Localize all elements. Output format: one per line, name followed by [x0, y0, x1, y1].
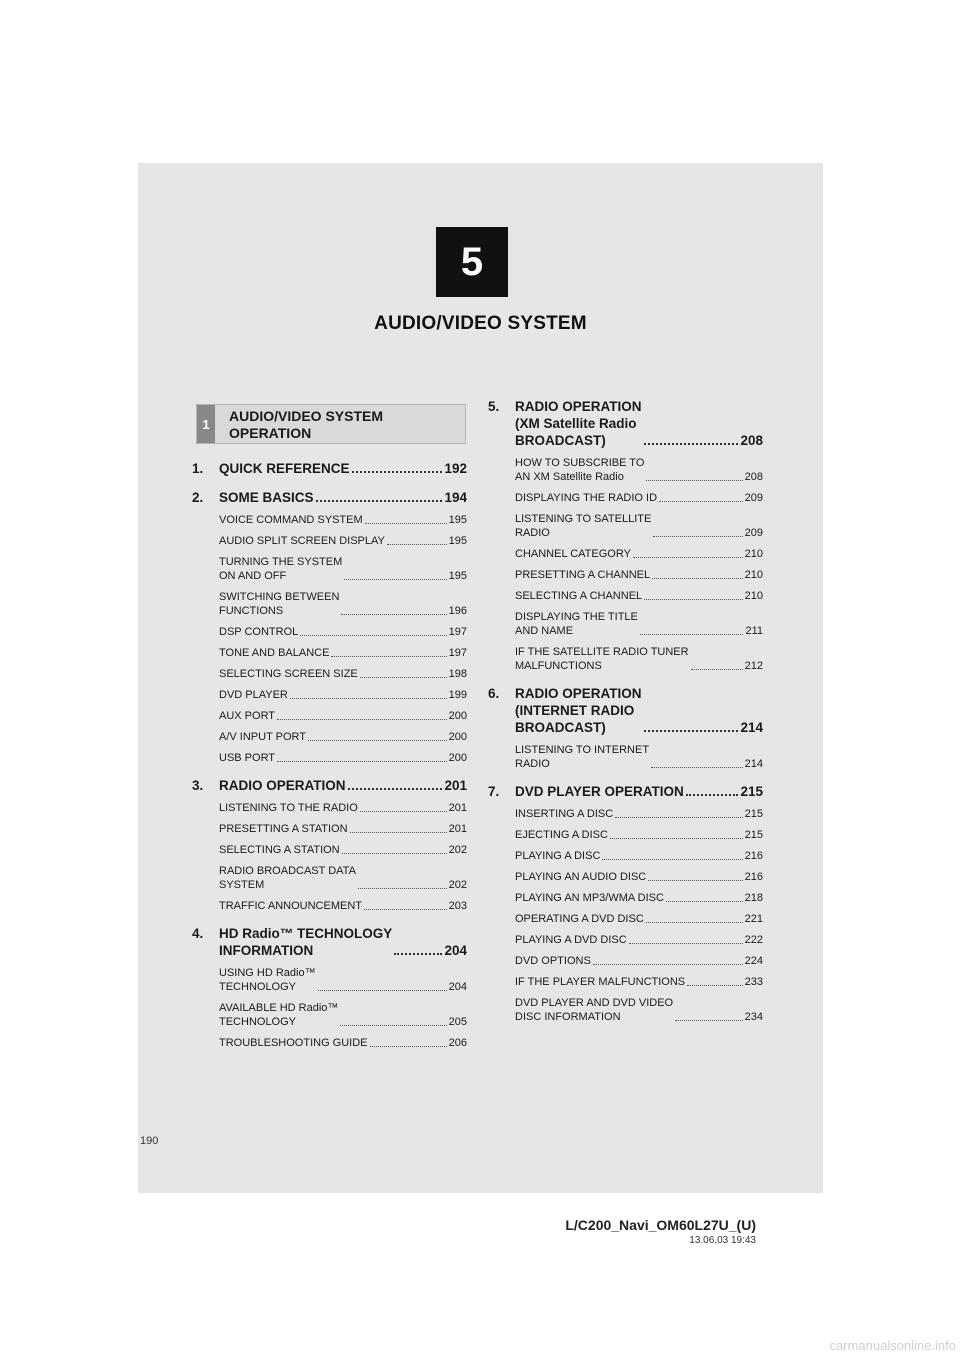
- toc-chapter-number: 3.: [192, 778, 204, 793]
- toc-item[interactable]: [515, 912, 763, 926]
- toc-chapter-page: 201: [444, 778, 467, 793]
- toc-item-page: 233: [744, 976, 763, 988]
- dot-leader: [348, 788, 443, 790]
- toc-chapter-page: 204: [444, 943, 467, 958]
- toc-item-title: DSP CONTROL: [219, 626, 299, 638]
- toc-chapter-number: 5.: [488, 399, 500, 414]
- dot-leader: [318, 990, 447, 991]
- dot-leader: [644, 599, 742, 600]
- dot-leader: [646, 480, 742, 481]
- toc-item[interactable]: [515, 512, 763, 540]
- toc-item-title: CHANNEL CATEGORY: [515, 548, 631, 560]
- toc-item-page: 210: [744, 569, 763, 581]
- toc-item-title: DISPLAYING THE TITLE AND NAME: [515, 611, 638, 637]
- toc-chapter-title: DVD PLAYER OPERATION: [515, 784, 684, 799]
- toc-chapter-title: RADIO OPERATION: [219, 778, 346, 793]
- toc-item[interactable]: [219, 822, 467, 836]
- toc-item-page: 210: [744, 590, 763, 602]
- dot-leader: [629, 943, 743, 944]
- toc-item-title: TRAFFIC ANNOUNCEMENT: [219, 900, 362, 912]
- toc-chapter-entry[interactable]: [192, 460, 467, 477]
- toc-item-title: IF THE SATELLITE RADIO TUNER MALFUNCTIONS: [515, 646, 689, 672]
- dot-leader: [602, 859, 742, 860]
- toc-chapter-title: RADIO OPERATION (INTERNET RADIO BROADCAST): [515, 686, 642, 735]
- chapter-number-box: [436, 227, 508, 297]
- toc-item-page: 203: [448, 900, 467, 912]
- toc-item-title: PLAYING AN AUDIO DISC: [515, 871, 647, 883]
- dot-leader: [342, 853, 447, 854]
- dot-leader: [290, 698, 447, 699]
- toc-chapter-title: RADIO OPERATION (XM Satellite Radio BROADCAST): [515, 399, 642, 448]
- section-number: 1: [197, 405, 215, 443]
- toc-item-page: 195: [448, 535, 467, 547]
- toc-item-title: TURNING THE SYSTEM ON AND OFF: [219, 556, 343, 582]
- toc-item-title: SELECTING A CHANNEL: [515, 590, 643, 602]
- toc-chapter-number: 6.: [488, 686, 500, 701]
- toc-item[interactable]: [219, 625, 467, 639]
- toc-item-title: SWITCHING BETWEEN FUNCTIONS: [219, 591, 340, 617]
- toc-item-title: TONE AND BALANCE: [219, 647, 330, 659]
- toc-item[interactable]: [515, 589, 763, 603]
- toc-item-title: DISPLAYING THE RADIO ID: [515, 492, 658, 504]
- toc-item[interactable]: [219, 730, 467, 744]
- toc-item[interactable]: [515, 933, 763, 947]
- toc-item-page: 234: [744, 1011, 763, 1023]
- dot-leader: [615, 817, 742, 818]
- toc-item-page: 210: [744, 548, 763, 560]
- toc-item[interactable]: [515, 891, 763, 905]
- toc-item-title: SELECTING SCREEN SIZE: [219, 668, 358, 680]
- dot-leader: [360, 677, 447, 678]
- dot-leader: [687, 985, 743, 986]
- toc-item-title: HOW TO SUBSCRIBE TO AN XM Satellite Radio: [515, 457, 645, 483]
- dot-leader: [610, 838, 743, 839]
- toc-item-page: 201: [448, 823, 467, 835]
- toc-item-page: 215: [744, 808, 763, 820]
- toc-right-column: [488, 398, 763, 1024]
- toc-chapter-number: 1.: [192, 461, 204, 476]
- toc-item[interactable]: [219, 646, 467, 660]
- toc-item-title: TROUBLESHOOTING GUIDE: [219, 1037, 368, 1049]
- page-number: 190: [140, 1135, 159, 1147]
- toc-item-page: 197: [448, 626, 467, 638]
- toc-item-page: 224: [744, 955, 763, 967]
- toc-item-page: 201: [448, 802, 467, 814]
- dot-leader: [340, 1025, 446, 1026]
- dot-leader: [308, 740, 447, 741]
- toc-item-title: EJECTING A DISC: [515, 829, 608, 841]
- toc-item-title: RADIO BROADCAST DATA SYSTEM: [219, 865, 356, 891]
- toc-item-page: 205: [448, 1016, 467, 1028]
- toc-chapter-title: SOME BASICS: [219, 490, 314, 505]
- toc-chapter-entry[interactable]: [192, 925, 467, 959]
- toc-item-title: INSERTING A DISC: [515, 808, 614, 820]
- dot-leader: [316, 500, 443, 502]
- toc-item[interactable]: [515, 870, 763, 884]
- toc-item[interactable]: [515, 828, 763, 842]
- toc-item[interactable]: [219, 843, 467, 857]
- toc-item-page: 198: [448, 668, 467, 680]
- toc-item-page: 215: [744, 829, 763, 841]
- dot-leader: [640, 634, 744, 635]
- toc-item-title: OPERATING A DVD DISC: [515, 913, 644, 925]
- toc-item-title: A/V INPUT PORT: [219, 731, 307, 743]
- toc-chapter-page: 214: [740, 720, 763, 735]
- dot-leader: [686, 794, 739, 796]
- toc-item[interactable]: [515, 491, 763, 505]
- toc-item[interactable]: [219, 709, 467, 723]
- toc-item[interactable]: [219, 534, 467, 548]
- toc-item[interactable]: [219, 864, 467, 892]
- toc-item-title: AUX PORT: [219, 710, 276, 722]
- toc-chapter-page: 215: [740, 784, 763, 799]
- toc-item[interactable]: [515, 610, 763, 638]
- dot-leader: [652, 578, 743, 579]
- toc-item-page: 196: [448, 605, 467, 617]
- toc-item-page: 222: [744, 934, 763, 946]
- toc-item-page: 211: [745, 625, 763, 637]
- toc-chapter-title: QUICK REFERENCE: [219, 461, 350, 476]
- toc-item-title: AVAILABLE HD Radio™ TECHNOLOGY: [219, 1002, 339, 1028]
- toc-chapter-page: 208: [740, 433, 763, 448]
- toc-chapter-page: 192: [444, 461, 467, 476]
- toc-item-title: VOICE COMMAND SYSTEM: [219, 514, 363, 526]
- dot-leader: [659, 501, 743, 502]
- dot-leader: [358, 888, 447, 889]
- document-timestamp: 13.06.03 19:43: [689, 1235, 756, 1246]
- toc-item-page: 195: [448, 570, 467, 582]
- toc-item[interactable]: [515, 743, 763, 771]
- dot-leader: [644, 730, 739, 732]
- toc-item-page: 209: [744, 492, 763, 504]
- toc-chapter-entry[interactable]: [488, 685, 763, 736]
- dot-leader: [653, 536, 742, 537]
- chapter-title: AUDIO/VIDEO SYSTEM: [374, 313, 587, 334]
- toc-item-page: 218: [744, 892, 763, 904]
- toc-item-page: 200: [448, 710, 467, 722]
- toc-item[interactable]: [515, 975, 763, 989]
- toc-item-page: 209: [744, 527, 763, 539]
- toc-item-page: 208: [744, 471, 763, 483]
- toc-item[interactable]: [515, 996, 763, 1024]
- toc-chapter-number: 7.: [488, 784, 500, 799]
- section-title: AUDIO/VIDEO SYSTEM OPERATION: [229, 408, 384, 441]
- toc-item[interactable]: [515, 954, 763, 968]
- toc-item-title: IF THE PLAYER MALFUNCTIONS: [515, 976, 686, 988]
- dot-leader: [651, 767, 743, 768]
- dot-leader: [644, 443, 739, 445]
- toc-item[interactable]: [515, 568, 763, 582]
- toc-item-page: 200: [448, 752, 467, 764]
- toc-chapter-entry[interactable]: [488, 783, 763, 800]
- dot-leader: [364, 909, 447, 910]
- toc-chapter-number: 4.: [192, 926, 204, 941]
- toc-chapter-entry[interactable]: [488, 398, 763, 449]
- toc-item-page: 204: [448, 981, 467, 993]
- toc-item-title: PLAYING A DVD DISC: [515, 934, 627, 946]
- toc-item[interactable]: [515, 807, 763, 821]
- toc-item-page: 200: [448, 731, 467, 743]
- dot-leader: [370, 1046, 447, 1047]
- toc-item[interactable]: [219, 667, 467, 681]
- toc-item[interactable]: [219, 555, 467, 583]
- toc-item-page: 216: [744, 871, 763, 883]
- dot-leader: [360, 811, 447, 812]
- dot-leader: [300, 635, 446, 636]
- dot-leader: [331, 656, 446, 657]
- toc-item-page: 216: [744, 850, 763, 862]
- toc-item-page: 199: [448, 689, 467, 701]
- toc-chapter-page: 194: [444, 490, 467, 505]
- toc-item[interactable]: [219, 688, 467, 702]
- toc-item-title: PRESETTING A CHANNEL: [515, 569, 651, 581]
- toc-item[interactable]: [515, 547, 763, 561]
- toc-item-title: AUDIO SPLIT SCREEN DISPLAY: [219, 535, 385, 547]
- toc-item-title: PLAYING A DISC: [515, 850, 601, 862]
- toc-item-title: DVD OPTIONS: [515, 955, 591, 967]
- dot-leader: [352, 471, 443, 473]
- toc-item[interactable]: [219, 899, 467, 913]
- toc-item-title: LISTENING TO THE RADIO: [219, 802, 358, 814]
- toc-item-title: LISTENING TO INTERNET RADIO: [515, 744, 650, 770]
- dot-leader: [646, 922, 743, 923]
- toc-item-page: 202: [448, 844, 467, 856]
- toc-item[interactable]: [219, 1001, 467, 1029]
- toc-item-title: PLAYING AN MP3/WMA DISC: [515, 892, 664, 904]
- toc-item[interactable]: [219, 751, 467, 765]
- dot-leader: [350, 832, 447, 833]
- toc-item-title: SELECTING A STATION: [219, 844, 340, 856]
- toc-item-title: PRESETTING A STATION: [219, 823, 348, 835]
- toc-item-page: 221: [744, 913, 763, 925]
- toc-chapter-number: 2.: [192, 490, 204, 505]
- toc-item[interactable]: [219, 801, 467, 815]
- document-code: L/C200_Navi_OM60L27U_(U): [565, 1217, 756, 1233]
- toc-item[interactable]: [515, 645, 763, 673]
- toc-item-page: 212: [744, 660, 763, 672]
- section-header: [196, 404, 466, 444]
- toc-item-page: 195: [448, 514, 467, 526]
- toc-chapter-entry[interactable]: [192, 489, 467, 506]
- toc-item[interactable]: [219, 513, 467, 527]
- toc-item[interactable]: [515, 456, 763, 484]
- toc-item-title: USING HD Radio™ TECHNOLOGY: [219, 967, 316, 993]
- dot-leader: [344, 579, 446, 580]
- watermark-text: carmanualsonline.info: [829, 1338, 956, 1353]
- toc-item[interactable]: [219, 1036, 467, 1050]
- dot-leader: [365, 523, 447, 524]
- toc-item[interactable]: [515, 849, 763, 863]
- chapter-number: 5: [460, 239, 484, 284]
- toc-item-page: 197: [448, 647, 467, 659]
- dot-leader: [666, 901, 743, 902]
- toc-item-page: 202: [448, 879, 467, 891]
- dot-leader: [394, 953, 442, 955]
- dot-leader: [691, 669, 743, 670]
- dot-leader: [277, 761, 447, 762]
- toc-item-title: USB PORT: [219, 752, 276, 764]
- dot-leader: [633, 557, 743, 558]
- toc-item-title: DVD PLAYER: [219, 689, 288, 701]
- dot-leader: [593, 964, 743, 965]
- toc-chapter-entry[interactable]: [192, 777, 467, 794]
- toc-chapter-title: HD Radio™ TECHNOLOGY INFORMATION: [219, 926, 393, 958]
- dot-leader: [277, 719, 447, 720]
- toc-item[interactable]: [219, 590, 467, 618]
- dot-leader: [387, 544, 447, 545]
- dot-leader: [648, 880, 742, 881]
- toc-item[interactable]: [219, 966, 467, 994]
- dot-leader: [675, 1020, 743, 1021]
- dot-leader: [341, 614, 446, 615]
- toc-item-page: 206: [448, 1037, 467, 1049]
- toc-item-page: 214: [744, 758, 763, 770]
- toc-item-title: LISTENING TO SATELLITE RADIO: [515, 513, 652, 539]
- toc-left-column: [192, 460, 467, 1050]
- toc-item-title: DVD PLAYER AND DVD VIDEO DISC INFORMATION: [515, 997, 674, 1023]
